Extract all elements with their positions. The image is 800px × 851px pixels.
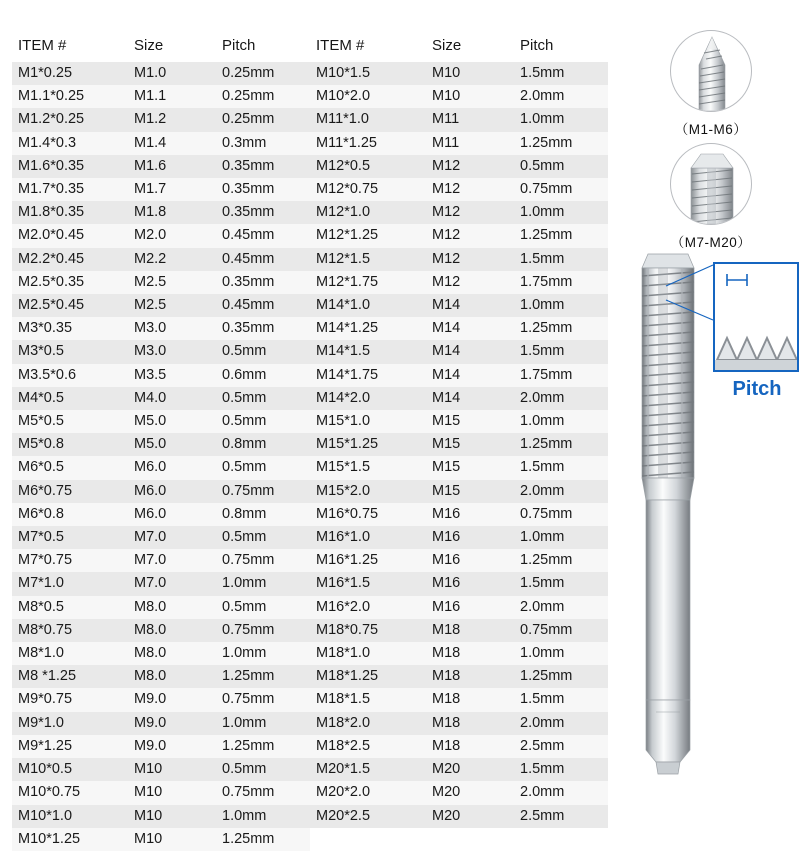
table-row: [12, 155, 310, 178]
cell-pitch: 1.25mm: [222, 668, 275, 685]
cell-pitch: 1.0mm: [520, 529, 565, 546]
cell-size: M1.2: [134, 111, 167, 128]
cell-size: M16: [432, 575, 461, 592]
cell-pitch: 1.25mm: [520, 436, 573, 453]
cell-size: M14: [432, 366, 461, 383]
cell-item: M2.5*0.35: [18, 273, 85, 290]
cell-item: M14*1.25: [316, 320, 379, 337]
cell-size: M10: [134, 830, 163, 847]
cell-size: M14: [432, 297, 461, 314]
cell-size: M9.0: [134, 714, 167, 731]
cell-size: M16: [432, 598, 461, 615]
cell-pitch: 1.5mm: [520, 459, 565, 476]
cell-pitch: 1.0mm: [520, 645, 565, 662]
cell-item: M15*1.25: [316, 436, 379, 453]
pitch-zoom-box: [713, 262, 799, 372]
cell-pitch: 0.5mm: [222, 343, 267, 360]
cell-pitch: 0.8mm: [222, 505, 267, 522]
cell-size: M12: [432, 227, 461, 244]
cell-item: M6*0.5: [18, 459, 64, 476]
cell-size: M16: [432, 552, 461, 569]
cell-pitch: 0.35mm: [222, 204, 275, 221]
table-row: [310, 433, 608, 456]
table-header-row: [12, 32, 310, 62]
table-row: [310, 781, 608, 804]
cell-size: M15: [432, 436, 461, 453]
cell-item: M10*2.0: [316, 88, 371, 105]
table-body-left: [12, 62, 310, 851]
cell-item: M15*2.0: [316, 482, 371, 499]
cell-pitch: 1.0mm: [520, 111, 565, 128]
cell-pitch: 2.0mm: [520, 482, 565, 499]
cell-size: M18: [432, 691, 461, 708]
table-row: [310, 688, 608, 711]
cell-size: M20: [432, 784, 461, 801]
spec-table-left: [12, 32, 310, 851]
table-row: [310, 340, 608, 363]
cell-pitch: 1.5mm: [520, 343, 565, 360]
cell-pitch: 1.0mm: [520, 204, 565, 221]
cell-pitch: 1.0mm: [222, 714, 267, 731]
table-row: [310, 108, 608, 131]
cell-item: M12*1.5: [316, 250, 371, 267]
cell-size: M2.5: [134, 297, 167, 314]
cell-size: M8.0: [134, 598, 167, 615]
cell-item: M1.1*0.25: [18, 88, 85, 105]
cell-item: M11*1.25: [316, 134, 377, 151]
cell-size: M2.2: [134, 250, 167, 267]
cell-item: M1.4*0.3: [18, 134, 77, 151]
cell-item: M18*1.0: [316, 645, 371, 662]
cell-item: M18*1.25: [316, 668, 379, 685]
cell-pitch: 1.25mm: [520, 320, 573, 337]
table-row: [12, 433, 310, 456]
cell-size: M20: [432, 807, 461, 824]
cell-size: M10: [134, 761, 163, 778]
cell-item: M10*1.5: [316, 65, 371, 81]
cell-pitch: 1.0mm: [222, 645, 267, 662]
cell-pitch: 0.25mm: [222, 65, 275, 81]
cell-pitch: 0.35mm: [222, 157, 275, 174]
cell-pitch: 1.0mm: [520, 297, 565, 314]
cell-size: M9.0: [134, 737, 167, 754]
table-row: [310, 549, 608, 572]
table-row: [310, 526, 608, 549]
cell-size: M3.0: [134, 320, 167, 337]
spec-table-right: [310, 32, 608, 828]
cell-size: M1.1: [134, 88, 167, 105]
cell-pitch: 0.75mm: [520, 505, 573, 522]
table-row: [12, 480, 310, 503]
cell-item: M10*0.75: [18, 784, 81, 801]
cell-size: M14: [432, 389, 461, 406]
cell-item: M14*2.0: [316, 389, 371, 406]
cell-size: M10: [432, 88, 461, 105]
column-header-size: Size: [128, 32, 216, 62]
cell-item: M10*1.0: [18, 807, 73, 824]
table-row: [12, 735, 310, 758]
table-row: [12, 503, 310, 526]
cell-size: M2.0: [134, 227, 167, 244]
table-row: [310, 271, 608, 294]
table-row: [12, 665, 310, 688]
cell-size: M2.5: [134, 273, 167, 290]
cell-size: M16: [432, 505, 461, 522]
table-row: [12, 317, 310, 340]
cell-pitch: 0.6mm: [222, 366, 267, 383]
cell-pitch: 0.5mm: [222, 529, 267, 546]
cell-item: M10*1.25: [18, 830, 81, 847]
cell-item: M14*1.75: [316, 366, 379, 383]
callout-label-large: （M7-M20）: [670, 235, 752, 250]
column-header-pitch: Pitch: [514, 32, 608, 62]
cell-pitch: 2.0mm: [520, 88, 565, 105]
cell-pitch: 2.5mm: [520, 807, 565, 824]
cell-item: M16*1.0: [316, 529, 371, 546]
cell-item: M11*1.0: [316, 111, 369, 128]
cell-item: M16*1.25: [316, 552, 379, 569]
cell-size: M7.0: [134, 552, 167, 569]
cell-pitch: 1.5mm: [520, 761, 565, 778]
table-row: [12, 758, 310, 781]
table-body-right: [310, 62, 608, 828]
cell-pitch: 1.5mm: [520, 65, 565, 81]
cell-pitch: 0.75mm: [520, 621, 573, 638]
cell-size: M18: [432, 737, 461, 754]
cell-size: M10: [432, 65, 461, 81]
cell-size: M8.0: [134, 645, 167, 662]
cell-size: M12: [432, 157, 461, 174]
cell-pitch: 0.3mm: [222, 134, 267, 151]
cell-pitch: 1.0mm: [520, 413, 565, 430]
cell-pitch: 1.25mm: [520, 134, 573, 151]
cell-size: M18: [432, 621, 461, 638]
cell-size: M1.0: [134, 65, 167, 81]
cell-size: M8.0: [134, 668, 167, 685]
cell-size: M8.0: [134, 621, 167, 638]
cell-size: M12: [432, 204, 461, 221]
table-row: [310, 758, 608, 781]
cell-size: M20: [432, 761, 461, 778]
cell-size: M1.6: [134, 157, 167, 174]
cell-pitch: 0.35mm: [222, 320, 275, 337]
table-header-right: [310, 32, 608, 62]
cell-item: M8*0.75: [18, 621, 73, 638]
cell-pitch: 0.5mm: [222, 598, 267, 615]
cell-pitch: 1.25mm: [222, 830, 275, 847]
table-row: [310, 178, 608, 201]
table-row: [310, 364, 608, 387]
table-row: [310, 712, 608, 735]
cell-size: M18: [432, 668, 461, 685]
table-row: [310, 456, 608, 479]
table-row: [310, 805, 608, 828]
cell-size: M14: [432, 343, 461, 360]
cell-pitch: 2.5mm: [520, 737, 565, 754]
cell-size: M16: [432, 529, 461, 546]
cell-item: M15*1.5: [316, 459, 371, 476]
cell-pitch: 2.0mm: [520, 389, 565, 406]
cell-size: M6.0: [134, 482, 167, 499]
cell-size: M7.0: [134, 529, 167, 546]
table-row: [310, 294, 608, 317]
cell-item: M20*2.0: [316, 784, 371, 801]
cell-size: M1.8: [134, 204, 167, 221]
cell-item: M12*0.5: [316, 157, 371, 174]
table-row: [12, 549, 310, 572]
cell-item: M18*1.5: [316, 691, 371, 708]
cell-size: M1.4: [134, 134, 167, 151]
cell-size: M3.5: [134, 366, 167, 383]
cell-size: M7.0: [134, 575, 167, 592]
pitch-annotation-label: Pitch: [732, 378, 782, 400]
table-row: [310, 410, 608, 433]
column-header-size: Size: [426, 32, 514, 62]
table-row: [12, 828, 310, 851]
cell-pitch: 0.5mm: [222, 413, 267, 430]
table-header-left: [12, 32, 310, 62]
cell-pitch: 1.5mm: [520, 691, 565, 708]
cell-pitch: 2.0mm: [520, 598, 565, 615]
cell-size: M15: [432, 459, 461, 476]
cell-item: M1.8*0.35: [18, 204, 85, 221]
cell-pitch: 0.75mm: [222, 621, 275, 638]
table-row: [12, 132, 310, 155]
table-row: [12, 688, 310, 711]
table-row: [310, 503, 608, 526]
cell-item: M6*0.75: [18, 482, 73, 499]
cell-item: M16*2.0: [316, 598, 371, 615]
cell-item: M12*1.75: [316, 273, 379, 290]
cell-item: M8*0.5: [18, 598, 64, 615]
cell-pitch: 0.45mm: [222, 297, 275, 314]
table-row: [12, 201, 310, 224]
cell-pitch: 0.35mm: [222, 273, 275, 290]
cell-size: M1.7: [134, 181, 167, 198]
cell-size: M14: [432, 320, 461, 337]
table-row: [310, 62, 608, 85]
cell-item: M1.2*0.25: [18, 111, 85, 128]
table-row: [12, 572, 310, 595]
cell-size: M5.0: [134, 436, 167, 453]
column-header-pitch: Pitch: [216, 32, 310, 62]
cell-item: M16*0.75: [316, 505, 379, 522]
cell-pitch: 0.25mm: [222, 111, 275, 128]
cell-item: M9*1.0: [18, 714, 64, 731]
table-row: [310, 132, 608, 155]
table-row: [310, 619, 608, 642]
cell-size: M18: [432, 645, 461, 662]
table-row: [12, 62, 310, 85]
cell-item: M3.5*0.6: [18, 366, 77, 383]
table-row: [310, 155, 608, 178]
cell-size: M15: [432, 482, 461, 499]
table-row: [310, 224, 608, 247]
cell-pitch: 1.75mm: [520, 273, 573, 290]
column-header-item: ITEM #: [310, 32, 426, 62]
cell-size: M12: [432, 273, 461, 290]
cell-pitch: 0.75mm: [520, 181, 573, 198]
table-row: [310, 201, 608, 224]
cell-pitch: 1.5mm: [520, 575, 565, 592]
cell-size: M11: [432, 134, 460, 151]
cell-item: M8*1.0: [18, 645, 64, 662]
table-row: [12, 224, 310, 247]
cell-item: M1*0.25: [18, 65, 73, 81]
cell-item: M14*1.5: [316, 343, 371, 360]
table-row: [310, 735, 608, 758]
table-row: [12, 178, 310, 201]
cell-item: M16*1.5: [316, 575, 371, 592]
table-row: [12, 271, 310, 294]
cell-pitch: 0.35mm: [222, 181, 275, 198]
cell-pitch: 1.25mm: [520, 552, 573, 569]
column-header-item: ITEM #: [12, 32, 128, 62]
cell-pitch: 1.5mm: [520, 250, 565, 267]
cell-pitch: 1.25mm: [520, 227, 573, 244]
cell-size: M10: [134, 807, 163, 824]
cell-size: M15: [432, 413, 461, 430]
cell-item: M6*0.8: [18, 505, 64, 522]
cell-item: M20*2.5: [316, 807, 371, 824]
cell-pitch: 0.75mm: [222, 552, 275, 569]
cell-pitch: 0.8mm: [222, 436, 267, 453]
cell-size: M6.0: [134, 459, 167, 476]
cell-item: M18*2.0: [316, 714, 371, 731]
cell-item: M14*1.0: [316, 297, 371, 314]
cell-item: M3*0.5: [18, 343, 64, 360]
cell-pitch: 1.25mm: [222, 737, 275, 754]
table-row: [310, 596, 608, 619]
cell-item: M3*0.35: [18, 320, 73, 337]
cell-pitch: 0.5mm: [222, 459, 267, 476]
table-row: [310, 85, 608, 108]
cell-item: M2.5*0.45: [18, 297, 85, 314]
table-row: [310, 572, 608, 595]
cell-item: M20*1.5: [316, 761, 371, 778]
table-row: [12, 712, 310, 735]
table-row: [12, 340, 310, 363]
cell-item: M18*2.5: [316, 737, 371, 754]
table-row: [310, 387, 608, 410]
cell-item: M1.6*0.35: [18, 157, 85, 174]
cell-item: M15*1.0: [316, 413, 371, 430]
cell-item: M12*0.75: [316, 181, 379, 198]
table-row: [12, 642, 310, 665]
cell-pitch: 1.25mm: [520, 668, 573, 685]
cell-pitch: 0.75mm: [222, 691, 275, 708]
cell-size: M18: [432, 714, 461, 731]
table-row: [12, 805, 310, 828]
table-header-row: [310, 32, 608, 62]
cell-item: M18*0.75: [316, 621, 379, 638]
cell-item: M5*0.8: [18, 436, 64, 453]
table-row: [12, 108, 310, 131]
cell-pitch: 2.0mm: [520, 714, 565, 731]
cell-item: M9*0.75: [18, 691, 73, 708]
cell-pitch: 0.45mm: [222, 250, 275, 267]
table-row: [12, 387, 310, 410]
callout-label-small: （M1-M6）: [674, 122, 748, 137]
cell-item: M10*0.5: [18, 761, 73, 778]
cell-size: M10: [134, 784, 163, 801]
table-row: [12, 526, 310, 549]
product-illustration: [608, 0, 800, 800]
cell-pitch: 2.0mm: [520, 784, 565, 801]
cell-item: M2.0*0.45: [18, 227, 85, 244]
table-row: [12, 781, 310, 804]
table-row: [12, 248, 310, 271]
table-row: [310, 248, 608, 271]
cell-size: M6.0: [134, 505, 167, 522]
cell-item: M7*0.75: [18, 552, 73, 569]
cell-pitch: 1.75mm: [520, 366, 573, 383]
pitch-zoom-graphic: [715, 264, 797, 370]
cell-item: M12*1.0: [316, 204, 371, 221]
table-row: [12, 364, 310, 387]
table-row: [12, 456, 310, 479]
cell-pitch: 0.5mm: [222, 389, 267, 406]
cell-item: M9*1.25: [18, 737, 73, 754]
cell-pitch: 0.5mm: [520, 157, 565, 174]
cell-pitch: 0.75mm: [222, 482, 275, 499]
table-row: [310, 665, 608, 688]
cell-pitch: 0.25mm: [222, 88, 275, 105]
cell-item: M1.7*0.35: [18, 181, 85, 198]
cell-item: M7*1.0: [18, 575, 64, 592]
table-row: [12, 619, 310, 642]
table-row: [12, 596, 310, 619]
cell-size: M5.0: [134, 413, 167, 430]
cell-size: M3.0: [134, 343, 167, 360]
cell-pitch: 0.45mm: [222, 227, 275, 244]
cell-pitch: 0.75mm: [222, 784, 275, 801]
table-row: [12, 85, 310, 108]
cell-size: M9.0: [134, 691, 167, 708]
table-row: [12, 410, 310, 433]
cell-item: M8 *1.25: [18, 668, 77, 685]
cell-size: M12: [432, 181, 461, 198]
table-row: [310, 317, 608, 340]
table-row: [12, 294, 310, 317]
cell-pitch: 1.0mm: [222, 575, 267, 592]
cell-item: M12*1.25: [316, 227, 379, 244]
cell-item: M4*0.5: [18, 389, 64, 406]
cell-item: M5*0.5: [18, 413, 64, 430]
table-row: [310, 480, 608, 503]
cell-pitch: 0.5mm: [222, 761, 267, 778]
table-row: [310, 642, 608, 665]
cell-item: M2.2*0.45: [18, 250, 85, 267]
cell-pitch: 1.0mm: [222, 807, 267, 824]
cell-size: M11: [432, 111, 460, 128]
cell-size: M12: [432, 250, 461, 267]
cell-size: M4.0: [134, 389, 167, 406]
cell-item: M7*0.5: [18, 529, 64, 546]
